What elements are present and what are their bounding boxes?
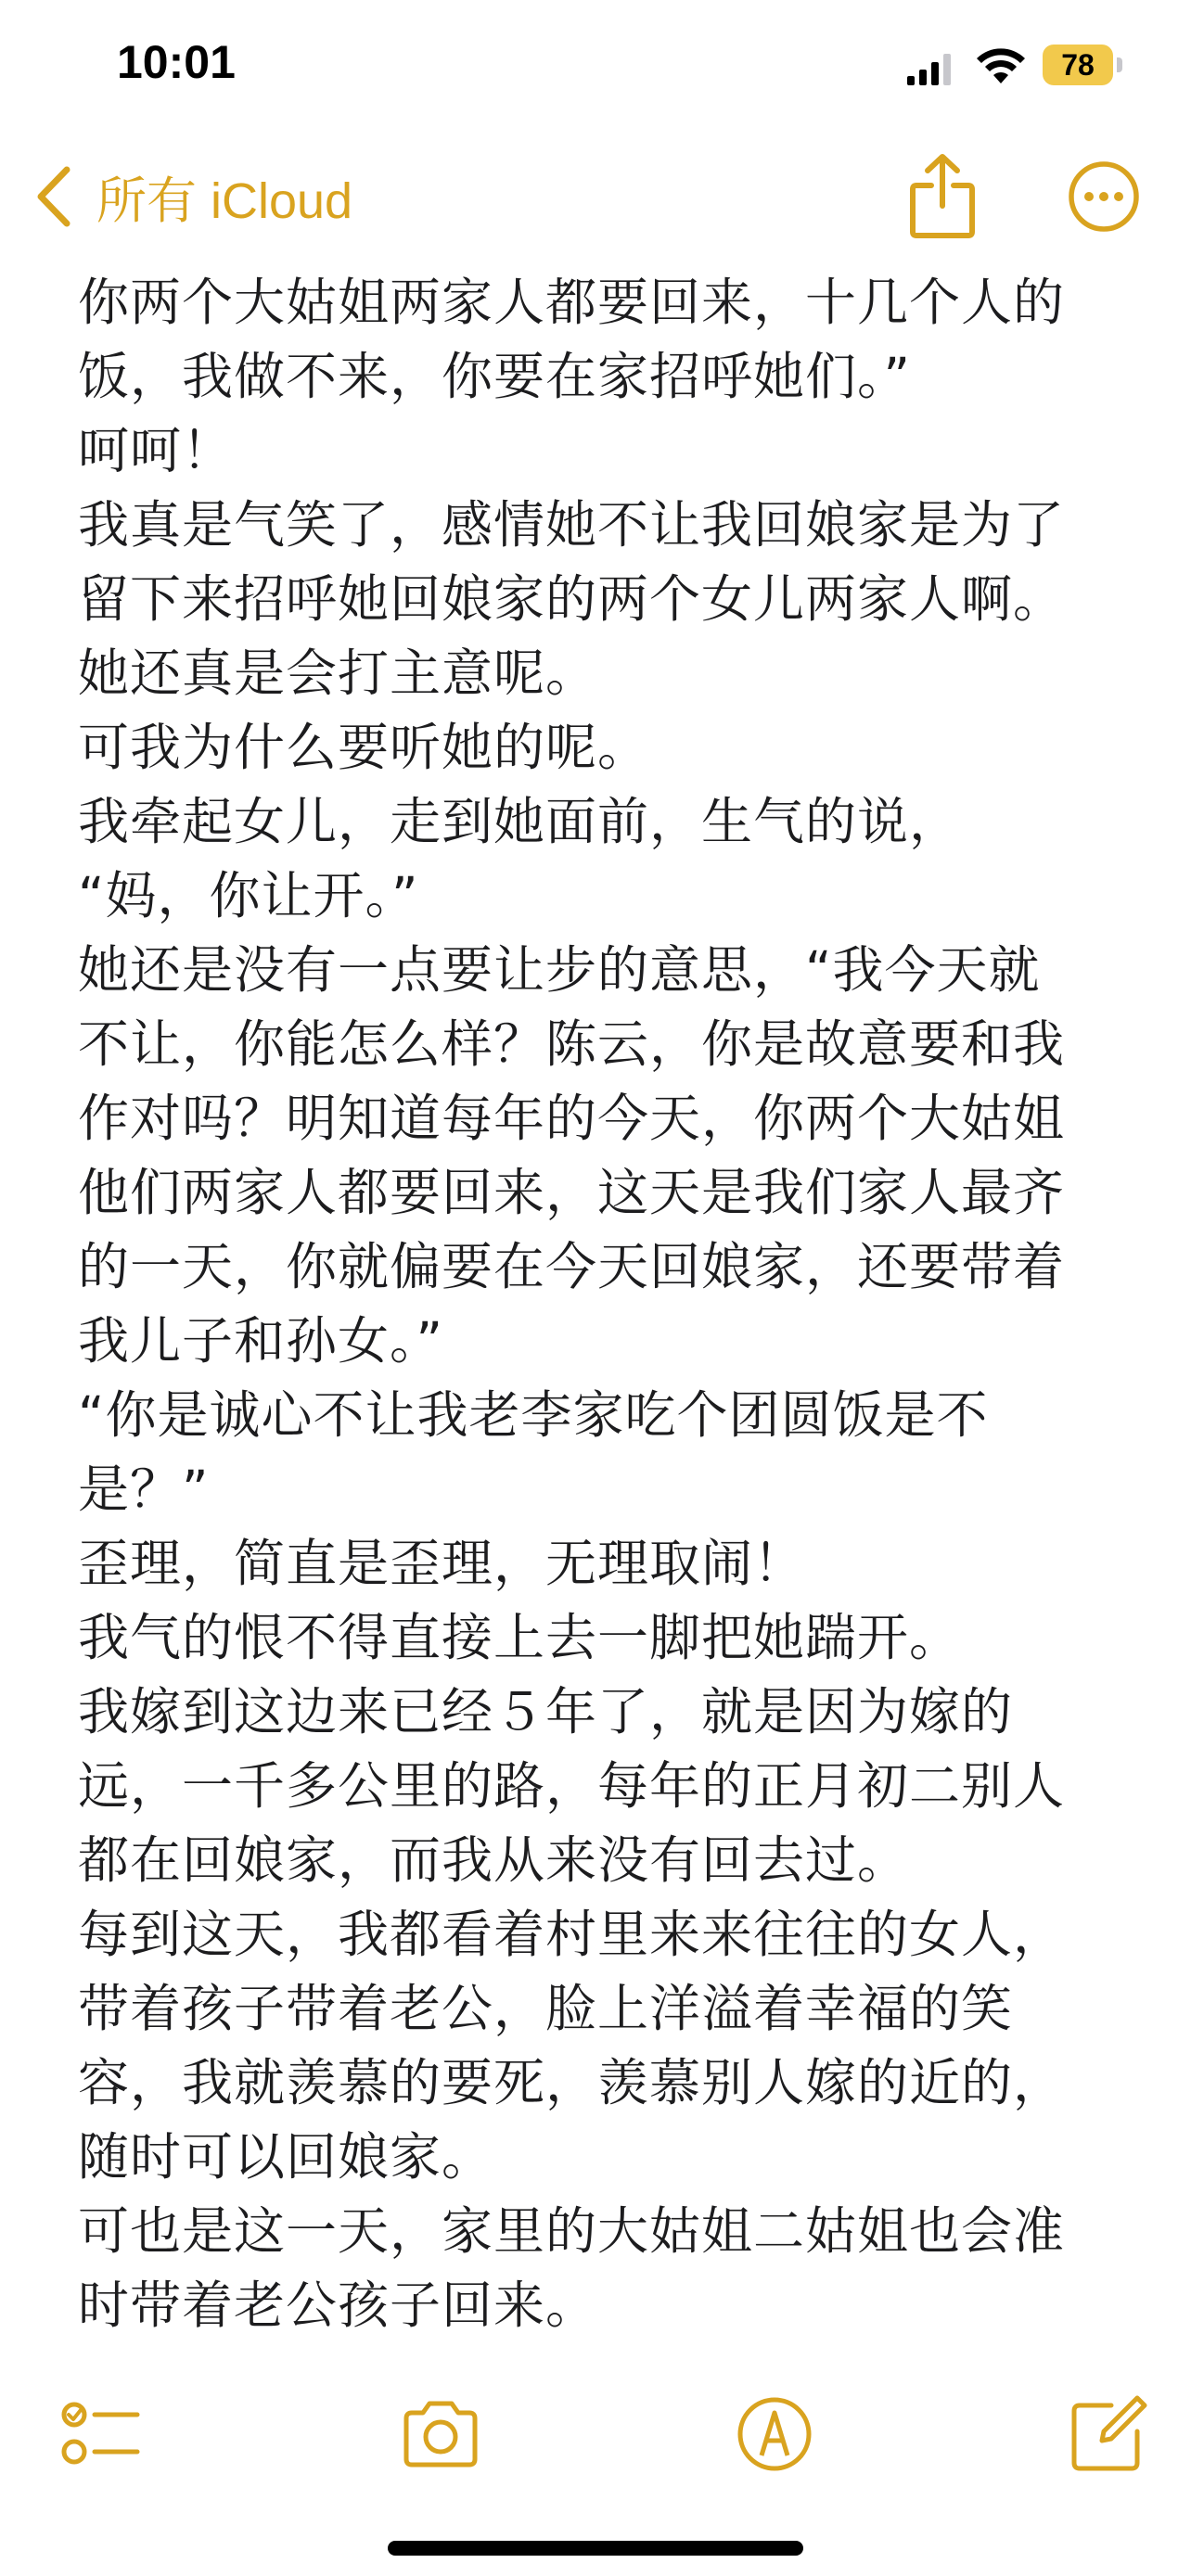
note-line: 远，一千多公里的路，每年的正月初二别人	[78, 1756, 1066, 1816]
nav-bar	[0, 139, 1191, 260]
back-button[interactable]	[33, 159, 352, 234]
note-line: 的一天，你就偏要在今天回娘家，还要带着	[78, 1237, 1066, 1296]
camera-icon[interactable]	[399, 2392, 482, 2476]
more-options-icon[interactable]	[1067, 159, 1141, 234]
note-line: 饭，我做不来，你要在家招呼她们。”	[78, 347, 911, 406]
note-line: 我牵起女儿，走到她面前，生气的说，	[78, 792, 962, 851]
battery-level: 78	[1043, 45, 1113, 85]
note-line: 每到这天，我都看着村里来来往往的女人，	[78, 1905, 1066, 1964]
status-time: 10:01	[117, 36, 236, 88]
note-line: 是？”	[78, 1460, 210, 1519]
note-line: “你是诚心不让我老李家吃个团圆饭是不	[78, 1385, 989, 1445]
note-line: 留下来招呼她回娘家的两个女儿两家人啊。	[78, 569, 1066, 629]
note-line: 你两个大姑姐两家人都要回来，十几个人的	[78, 273, 1066, 332]
note-line: 随时可以回娘家。	[78, 2127, 494, 2187]
note-line: 我真是气笑了，感情她不让我回娘家是为了	[78, 495, 1066, 555]
note-line: 她还是没有一点要让步的意思，“我今天就	[78, 940, 1041, 1000]
battery-icon	[1043, 45, 1122, 85]
note-line: 他们两家人都要回来，这天是我们家人最齐	[78, 1163, 1066, 1222]
note-body[interactable]	[78, 265, 1145, 2361]
note-line: 不让，你能怎么样？陈云，你是故意要和我	[78, 1014, 1066, 1074]
home-indicator	[388, 2541, 803, 2556]
note-line: 呵呵！	[78, 421, 235, 480]
note-line: 作对吗？明知道每年的今天，你两个大姑姐	[78, 1089, 1066, 1148]
note-line: 时带着老公孩子回来。	[78, 2276, 598, 2335]
bottom-toolbar	[0, 2383, 1191, 2485]
compose-icon[interactable]	[1067, 2392, 1150, 2476]
battery-tip	[1117, 57, 1122, 72]
cellular-signal-icon	[907, 54, 952, 85]
chevron-left-icon	[33, 164, 74, 229]
checklist-icon[interactable]	[59, 2392, 143, 2476]
note-line: 歪理，简直是歪理，无理取闹！	[78, 1534, 806, 1593]
note-line: 她还真是会打主意呢。	[78, 644, 598, 703]
note-line: 可我为什么要听她的呢。	[78, 718, 650, 777]
note-line: 我儿子和孙女。”	[78, 1311, 443, 1371]
note-line: 带着孩子带着老公，脸上洋溢着幸福的笑	[78, 1979, 1014, 2038]
note-line: 我气的恨不得直接上去一脚把她踹开。	[78, 1608, 962, 1667]
wifi-icon	[976, 48, 1026, 85]
markup-icon[interactable]	[733, 2392, 816, 2476]
note-line: “妈，你让开。”	[78, 866, 419, 925]
note-line: 容，我就羡慕的要死，羡慕别人嫁的近的，	[78, 2053, 1066, 2112]
note-line: 可也是这一天，家里的大姑姐二姑姐也会准	[78, 2201, 1066, 2261]
status-bar	[0, 0, 1191, 139]
back-label: 所有 iCloud	[96, 172, 353, 229]
share-icon[interactable]	[907, 152, 978, 241]
note-line: 我嫁到这边来已经５年了，就是因为嫁的	[78, 1682, 1014, 1741]
note-line: 都在回娘家，而我从来没有回去过。	[78, 1830, 910, 1890]
